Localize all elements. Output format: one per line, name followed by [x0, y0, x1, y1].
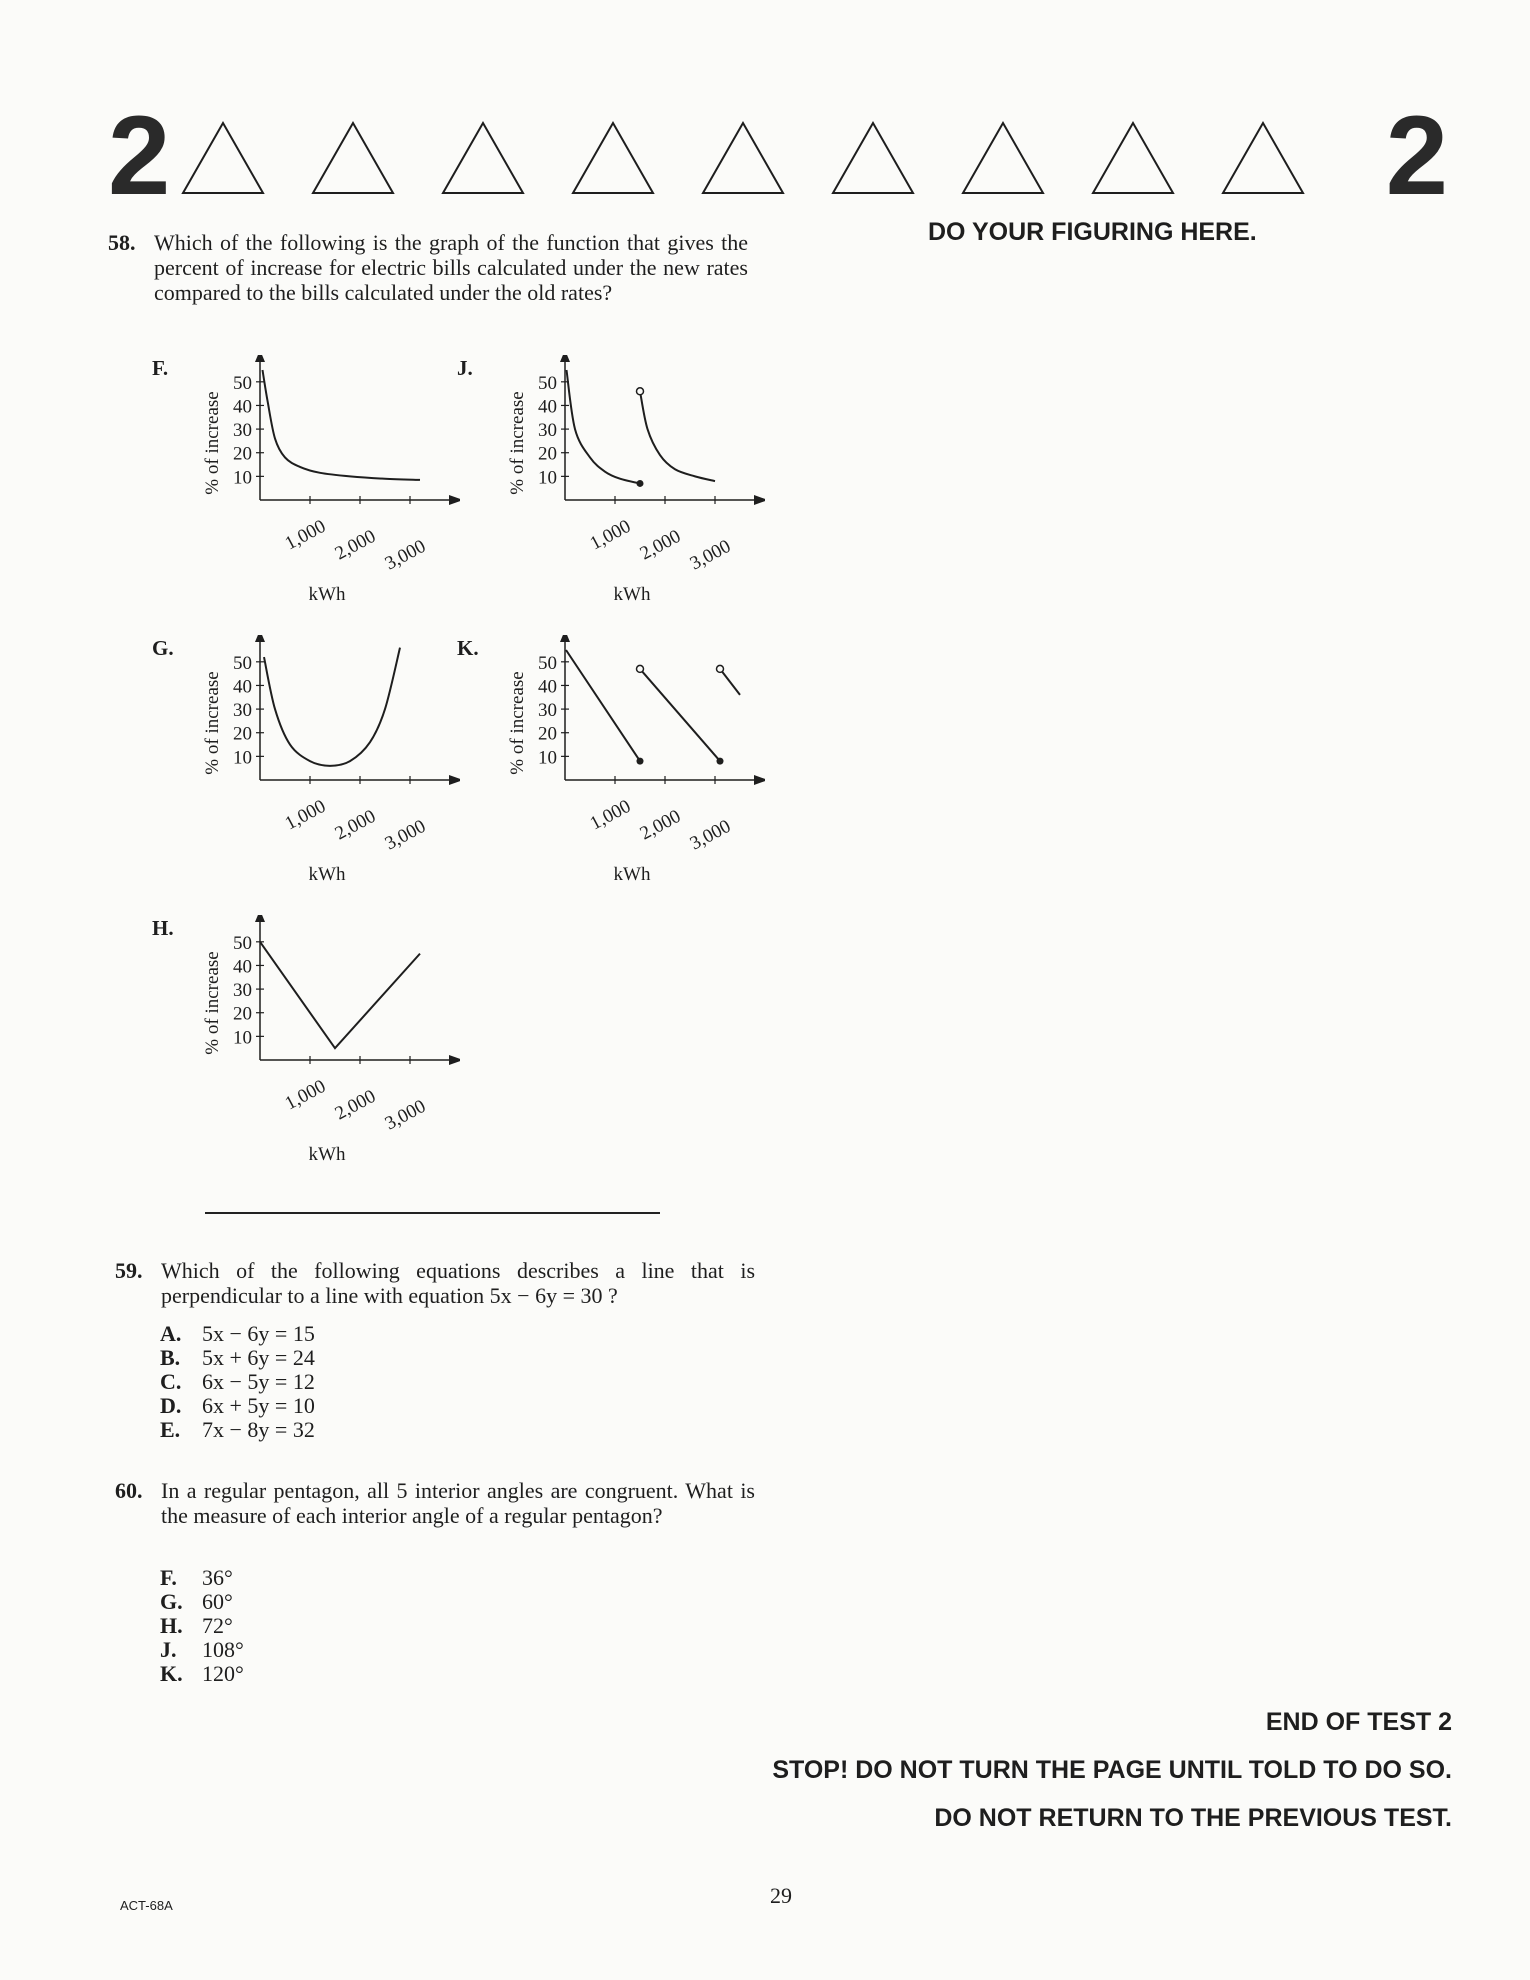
x-tick-label: 1,000: [281, 795, 330, 835]
x-tick-label: 3,000: [686, 815, 735, 855]
choice-letter: B.: [160, 1345, 181, 1370]
answer-choice: [160, 1370, 315, 1394]
y-tick-label: 30: [233, 420, 252, 442]
graph-option-j: [445, 355, 765, 625]
choice-letter: K.: [160, 1661, 183, 1686]
y-axis-arrow-icon: [255, 635, 265, 642]
y-tick-label: 20: [233, 1003, 252, 1025]
divider: [205, 1212, 660, 1214]
x-axis-label: kWh: [613, 864, 651, 885]
x-axis-arrow-icon: [754, 495, 765, 505]
series-line: [640, 669, 720, 761]
x-tick-label: 3,000: [686, 535, 735, 575]
x-axis-label: kWh: [308, 584, 346, 605]
y-tick-label: 30: [233, 700, 252, 722]
y-axis-label: % of increase: [507, 391, 528, 495]
graph-svg: [140, 355, 460, 625]
y-axis-arrow-icon: [560, 355, 570, 362]
x-tick-label: 2,000: [636, 805, 685, 845]
question-number: 58.: [108, 230, 136, 255]
no-return-instruction: DO NOT RETURN TO THE PREVIOUS TEST.: [934, 1804, 1452, 1832]
triangle-icon: [1093, 123, 1173, 193]
choice-letter: H.: [160, 1613, 183, 1638]
y-tick-label: 30: [538, 420, 557, 442]
triangle-icon: [833, 123, 913, 193]
choice-letter: D.: [160, 1393, 182, 1418]
x-tick-label: 3,000: [381, 1095, 430, 1135]
y-tick-label: 40: [233, 396, 252, 418]
x-tick-label: 2,000: [331, 805, 380, 845]
y-tick-label: 50: [538, 372, 557, 394]
y-tick-label: 20: [538, 443, 557, 465]
x-tick-label: 3,000: [381, 535, 430, 575]
option-letter: G.: [152, 636, 174, 660]
y-tick-label: 10: [538, 467, 557, 489]
choice-text: 60°: [202, 1589, 233, 1614]
graph-svg: [445, 635, 765, 905]
answer-choice: [160, 1614, 244, 1638]
choice-text: 5x − 6y = 15: [202, 1321, 315, 1346]
graph-svg: [445, 355, 765, 625]
answer-choice: [160, 1590, 244, 1614]
question-text: Which of the following equations describes a line that is perpendicular to a line with equation 5x − 6y = 30 ?: [161, 1258, 755, 1308]
y-axis-arrow-icon: [255, 355, 265, 362]
graph-option-k: [445, 635, 765, 905]
answer-choice: [160, 1322, 315, 1346]
y-tick-label: 30: [233, 980, 252, 1002]
y-tick-label: 40: [233, 676, 252, 698]
question-text: In a regular pentagon, all 5 interior angles are congruent. What is the measure of each interior angle of a regular pentagon?: [161, 1478, 755, 1528]
y-tick-label: 50: [233, 932, 252, 954]
y-tick-label: 10: [233, 1027, 252, 1049]
y-tick-label: 20: [233, 723, 252, 745]
triangle-icon: [573, 123, 653, 193]
x-tick-label: 2,000: [636, 525, 685, 565]
choice-letter: F.: [160, 1565, 177, 1590]
triangle-icon: [443, 123, 523, 193]
x-tick-label: 2,000: [331, 1085, 380, 1125]
choice-letter: G.: [160, 1589, 183, 1614]
y-tick-label: 10: [538, 747, 557, 769]
series-line: [567, 370, 641, 483]
series-line: [260, 942, 420, 1048]
y-axis-label: % of increase: [507, 671, 528, 775]
question-text: Which of the following is the graph of the function that gives the percent of increase for electric bills calculated under the new rates compared to the bills calculated under the old rates?: [154, 230, 748, 305]
series-line: [264, 648, 400, 766]
answer-choice: [160, 1662, 244, 1686]
closed-endpoint: [637, 758, 644, 765]
end-of-test-label: END OF TEST 2: [1265, 1708, 1452, 1736]
y-tick-label: 40: [233, 956, 252, 978]
question-number: 60.: [115, 1478, 143, 1503]
y-tick-label: 30: [538, 700, 557, 722]
triangle-icon: [703, 123, 783, 193]
answer-choices-60: [160, 1566, 244, 1686]
answer-choice: [160, 1638, 244, 1662]
option-letter: H.: [152, 916, 174, 940]
choice-text: 6x − 5y = 12: [202, 1369, 315, 1394]
series-line: [263, 370, 421, 480]
graph-svg: [140, 915, 460, 1185]
x-tick-label: 2,000: [331, 525, 380, 565]
stop-instruction: STOP! DO NOT TURN THE PAGE UNTIL TOLD TO DO SO.: [772, 1756, 1452, 1784]
answer-choice: [160, 1418, 315, 1442]
graph-svg: [140, 635, 460, 905]
y-tick-label: 40: [538, 396, 557, 418]
y-axis-label: % of increase: [202, 391, 223, 495]
section-number-right: 2: [1385, 93, 1448, 218]
choice-text: 108°: [202, 1637, 244, 1662]
choice-letter: J.: [160, 1637, 177, 1662]
y-axis-label: % of increase: [202, 671, 223, 775]
open-endpoint: [717, 665, 724, 672]
y-tick-label: 10: [233, 467, 252, 489]
y-tick-label: 50: [233, 652, 252, 674]
answer-choices-59: [160, 1322, 315, 1442]
triangle-icon: [1223, 123, 1303, 193]
y-tick-label: 50: [538, 652, 557, 674]
x-axis-label: kWh: [308, 1144, 346, 1165]
open-endpoint: [637, 665, 644, 672]
question-60: [115, 1478, 755, 1528]
y-tick-label: 40: [538, 676, 557, 698]
closed-endpoint: [637, 480, 644, 487]
graph-option-g: [140, 635, 460, 905]
triangle-icon: [963, 123, 1043, 193]
triangle-icon: [183, 123, 263, 193]
choice-letter: A.: [160, 1321, 182, 1346]
choice-text: 6x + 5y = 10: [202, 1393, 315, 1418]
y-tick-label: 20: [233, 443, 252, 465]
question-59: [115, 1258, 755, 1308]
x-tick-label: 1,000: [281, 1075, 330, 1115]
series-line: [640, 391, 715, 481]
choice-text: 5x + 6y = 24: [202, 1345, 315, 1370]
question-58: [108, 230, 748, 305]
choice-text: 120°: [202, 1661, 244, 1686]
answer-choice: [160, 1566, 244, 1590]
section-banner: [108, 93, 1448, 218]
x-tick-label: 3,000: [381, 815, 430, 855]
y-axis-arrow-icon: [560, 635, 570, 642]
answer-choice: [160, 1346, 315, 1370]
answer-choice: [160, 1394, 315, 1418]
figuring-label: DO YOUR FIGURING HERE.: [928, 218, 1257, 246]
x-axis-label: kWh: [613, 584, 651, 605]
section-number-left: 2: [108, 93, 171, 218]
choice-text: 7x − 8y = 32: [202, 1417, 315, 1442]
graph-option-f: [140, 355, 460, 625]
y-tick-label: 10: [233, 747, 252, 769]
x-tick-label: 1,000: [586, 795, 635, 835]
triangle-icon: [313, 123, 393, 193]
y-tick-label: 20: [538, 723, 557, 745]
page-number: 29: [770, 1883, 792, 1908]
triangle-row: [173, 118, 1413, 198]
option-letter: K.: [457, 636, 479, 660]
choice-letter: C.: [160, 1369, 182, 1394]
form-code: ACT-68A: [120, 1898, 173, 1913]
x-tick-label: 1,000: [281, 515, 330, 555]
series-line: [566, 650, 640, 761]
y-axis-label: % of increase: [202, 951, 223, 1055]
y-axis-arrow-icon: [255, 915, 265, 922]
open-endpoint: [637, 388, 644, 395]
question-number: 59.: [115, 1258, 143, 1283]
option-letter: J.: [457, 356, 473, 380]
y-tick-label: 50: [233, 372, 252, 394]
choice-text: 36°: [202, 1565, 233, 1590]
choice-letter: E.: [160, 1417, 181, 1442]
choice-text: 72°: [202, 1613, 233, 1638]
x-tick-label: 1,000: [586, 515, 635, 555]
x-axis-arrow-icon: [754, 775, 765, 785]
x-axis-arrow-icon: [449, 1055, 460, 1065]
graph-option-h: [140, 915, 460, 1185]
option-letter: F.: [152, 356, 169, 380]
x-axis-label: kWh: [308, 864, 346, 885]
series-line: [720, 669, 740, 695]
closed-endpoint: [717, 758, 724, 765]
